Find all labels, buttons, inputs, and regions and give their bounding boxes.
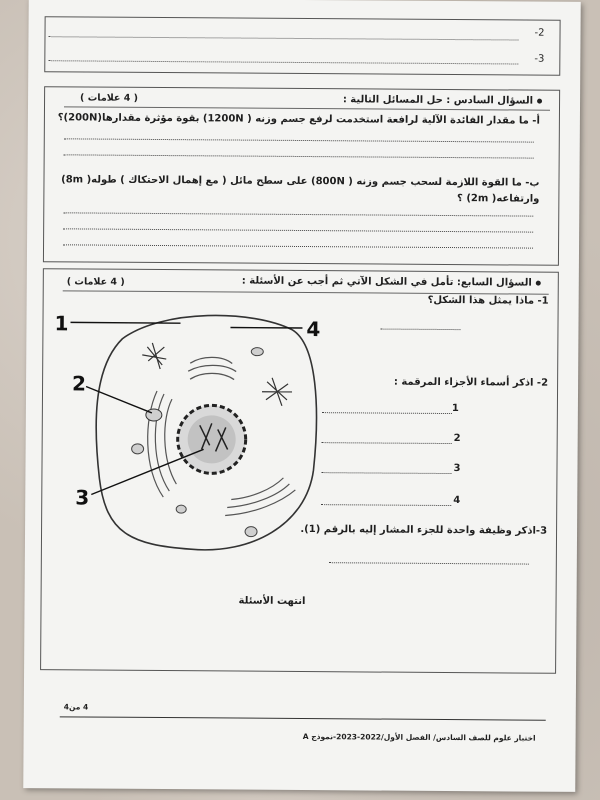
question-6-part-b-line2: وارتفاعه( 2m) ؟ (457, 193, 540, 205)
item-number-3: 3 (453, 463, 461, 475)
question-6-part-a: أ- ما مقدار الفائدة الآلية لرافعة استخدمت لرفع جسم وزنه ( 1200N) بقوة مؤثرة مقدارها(200N)؟ (57, 112, 540, 127)
item-number-2: 2 (453, 433, 461, 445)
vesicle (245, 527, 257, 537)
item-number-1: 1 (451, 403, 459, 415)
mitochondrion (146, 409, 162, 421)
item-number-4: 4 (453, 495, 461, 507)
golgi-apparatus (188, 357, 236, 379)
diagram-label-2: 2 (71, 371, 87, 396)
animal-cell-diagram (51, 298, 333, 560)
question-6-header (343, 94, 542, 106)
question-6-title: السؤال السادس : حل المسائل التالية : (342, 94, 534, 107)
exam-paper (23, 0, 581, 792)
question-7-header (242, 276, 541, 289)
vesicle (132, 444, 144, 454)
question-6-marks: ( 4 علامات ) (80, 92, 139, 104)
exam-footer: اختبار علوم للصف السادس/ الفصل الأول/2022-2023-نموذج A (302, 732, 536, 743)
question-6-part-b-line1: ب- ما القوة اللازمة لسحب جسم وزنه ( 800N) على سطح مائل ( مع إهمال الاحتكاك ) طوله( 8m) (61, 174, 540, 189)
label-pointers (69, 322, 302, 496)
diagram-label-1: 1 (54, 311, 69, 336)
line-number-2: -2 (534, 27, 545, 39)
diagram-label-3: 3 (75, 485, 90, 510)
centriole-top (142, 343, 166, 369)
question-7-title: السؤال السابع: تأمل في الشكل الآتي ثم أجب عن الأسئلة : (241, 275, 532, 289)
diagram-label-4: 4 (306, 317, 321, 342)
vesicle (176, 505, 186, 513)
question-7-sub1: 1- ماذا يمثل هذا الشكل؟ (427, 294, 549, 307)
nucleoplasm (188, 415, 236, 463)
question-7-sub2: 2- اذكر أسماء الأجزاء المرقمة : (393, 376, 549, 389)
page-number: 4 من4 (63, 702, 89, 712)
previous-question-box (44, 16, 560, 76)
question-7-marks: ( 4 علامات ) (66, 276, 125, 288)
centriole-right (262, 378, 292, 406)
question-7-sub3: 3-اذكر وظيفة واحدة للجزء المشار إليه بالرقم (1). (300, 523, 548, 537)
footer-rule (60, 716, 546, 720)
vesicle (251, 348, 263, 356)
bullet-icon (537, 98, 542, 103)
line-number-3: -3 (534, 53, 545, 65)
end-of-questions: انتهت الأسئلة (238, 595, 306, 608)
bullet-icon (536, 280, 541, 285)
